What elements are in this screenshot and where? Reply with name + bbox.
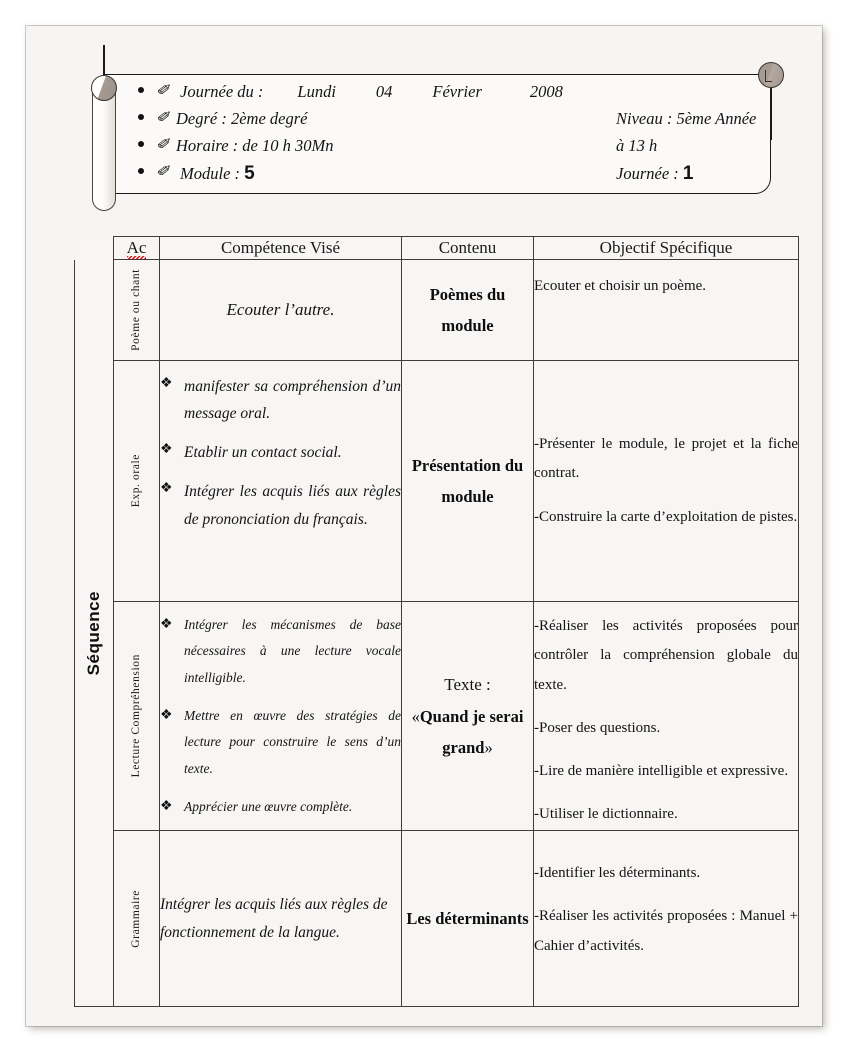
- header-journee-label: Journée du :: [180, 82, 264, 101]
- header-journee-year: 2008: [529, 82, 563, 101]
- sequence-label-cell: [75, 260, 114, 1007]
- column-header-ac: [114, 237, 160, 260]
- header-info-list: [138, 82, 757, 190]
- header-journee-date: 04: [375, 82, 393, 101]
- objectif-cell: [534, 361, 799, 602]
- objectif-line: -Identifier les déterminants.: [534, 865, 701, 881]
- header-niveau-label: Niveau : 5ème Année: [616, 109, 757, 128]
- contenu-plain: Texte :: [444, 674, 491, 694]
- header-line-module: [138, 163, 738, 190]
- activity-cell: [114, 361, 160, 602]
- competence-item: ❖ Intégrer les mécanismes de base nécessaires à une lecture vocale intelligible.: [160, 612, 401, 691]
- header-line-horaire: [138, 136, 738, 163]
- column-header-contenu: Contenu: [402, 237, 534, 260]
- contenu-cell: [402, 602, 534, 831]
- header-line-journee: [138, 82, 738, 109]
- bullet-icon: [138, 168, 144, 174]
- activity-label: Poème ou chant: [130, 269, 143, 351]
- header-horaire-label: Horaire : de 10 h 30Mn: [176, 136, 334, 155]
- objectif-line: -Poser des questions.: [534, 719, 661, 736]
- header-module-label: Module :: [180, 164, 241, 183]
- pen-icon: ✐: [156, 164, 173, 180]
- header-module-group: [180, 163, 255, 185]
- scroll-top-left-line: [103, 45, 105, 77]
- pen-icon: ✐: [156, 83, 173, 99]
- quote-close: »: [484, 738, 493, 758]
- contenu-bold: Poèmes du module: [429, 284, 506, 335]
- contenu-bold: Les déterminants: [406, 908, 529, 928]
- contenu-cell: [402, 260, 534, 361]
- competence-text: Intégrer les acquis liés aux règles de fonctionnement de la langue.: [160, 896, 388, 941]
- objectif-line: Ecouter et choisir un poème.: [534, 278, 707, 294]
- competence-cell: [160, 260, 402, 361]
- contenu-cell: [402, 361, 534, 602]
- header-journee-month: Février: [432, 82, 482, 101]
- quote-open: «: [411, 706, 420, 726]
- scroll-knob-right-icon: [758, 62, 784, 88]
- document-page: [26, 26, 822, 1026]
- activity-label: Exp. orale: [130, 454, 143, 508]
- objectif-cell: [534, 831, 799, 1007]
- header-journee-num-group: [616, 163, 693, 185]
- bullet-icon: [138, 114, 144, 120]
- header-journee-num-value: 1: [682, 163, 694, 184]
- table-header-row: [75, 237, 799, 260]
- header-journee-day: Lundi: [297, 82, 336, 101]
- competence-item: ❖ manifester sa compréhension d’un message oral.: [160, 373, 401, 427]
- header-horaire-end: à 13 h: [616, 136, 658, 155]
- objectif-line: -Construire la carte d’exploitation de pistes.: [534, 508, 798, 525]
- sequence-label: Séquence: [84, 590, 103, 675]
- header-degre-label: Degré : 2ème degré: [176, 109, 308, 128]
- table-row: [75, 361, 799, 602]
- objectif-line: -Lire de manière intelligible et expressive.: [534, 763, 789, 779]
- sequence-header-spacer: [75, 237, 114, 260]
- bullet-icon: [138, 87, 144, 93]
- column-header-objectif: Objectif Spécifique: [534, 237, 799, 260]
- competence-item: ❖ Intégrer les acquis liés aux règles de prononciation du français.: [160, 478, 401, 532]
- scroll-knob-left-icon: [91, 75, 117, 101]
- objectif-cell: [534, 602, 799, 831]
- table-row: [75, 260, 799, 361]
- objectif-cell: [534, 260, 799, 361]
- objectif-line: -Réaliser les activités proposées : Manuel + Cahier d’activités.: [534, 908, 798, 954]
- contenu-title-group: [402, 701, 533, 764]
- lesson-plan-table: [74, 236, 799, 1007]
- activity-cell: [114, 602, 160, 831]
- header-scroll-banner: [78, 45, 796, 215]
- competence-text: Ecouter l’autre.: [226, 300, 335, 319]
- table-row: [75, 831, 799, 1007]
- contenu-cell: [402, 831, 534, 1007]
- column-header-ac-label: Ac: [127, 238, 147, 261]
- header-module-value: 5: [244, 163, 255, 184]
- header-line-degre: [138, 109, 757, 136]
- contenu-bold: Présentation du module: [411, 455, 524, 506]
- competence-list: [160, 373, 401, 533]
- competence-cell: [160, 831, 402, 1007]
- activity-cell: [114, 831, 160, 1007]
- objectif-line: -Utiliser le dictionnaire.: [534, 806, 678, 823]
- pen-icon: ✐: [156, 137, 173, 153]
- bullet-icon: [138, 141, 144, 147]
- objectif-line: -Réaliser les activités proposées pour contrôler la compréhension globale du texte.: [534, 618, 798, 693]
- header-journee-group: [180, 82, 563, 102]
- activity-cell: [114, 260, 160, 361]
- contenu-bold: Quand je serai grand: [419, 706, 524, 758]
- competence-cell: [160, 361, 402, 602]
- competence-item: ❖ Etablir un contact social.: [160, 439, 401, 466]
- activity-label: Grammaire: [130, 889, 143, 948]
- header-journee-num-label: Journée :: [616, 164, 679, 183]
- objectif-line: -Présenter le module, le projet et la fiche contrat.: [534, 436, 798, 482]
- competence-list: [160, 612, 401, 820]
- column-header-competence: Compétence Visé: [160, 237, 402, 260]
- table-row: [75, 602, 799, 831]
- pen-icon: ✐: [156, 110, 173, 126]
- competence-item: ❖ Apprécier une œuvre complète.: [160, 794, 401, 820]
- activity-label: Lecture Compréhension: [130, 654, 143, 778]
- competence-item: ❖ Mettre en œuvre des stratégies de lecture pour construire le sens d’un texte.: [160, 703, 401, 782]
- competence-cell: [160, 602, 402, 831]
